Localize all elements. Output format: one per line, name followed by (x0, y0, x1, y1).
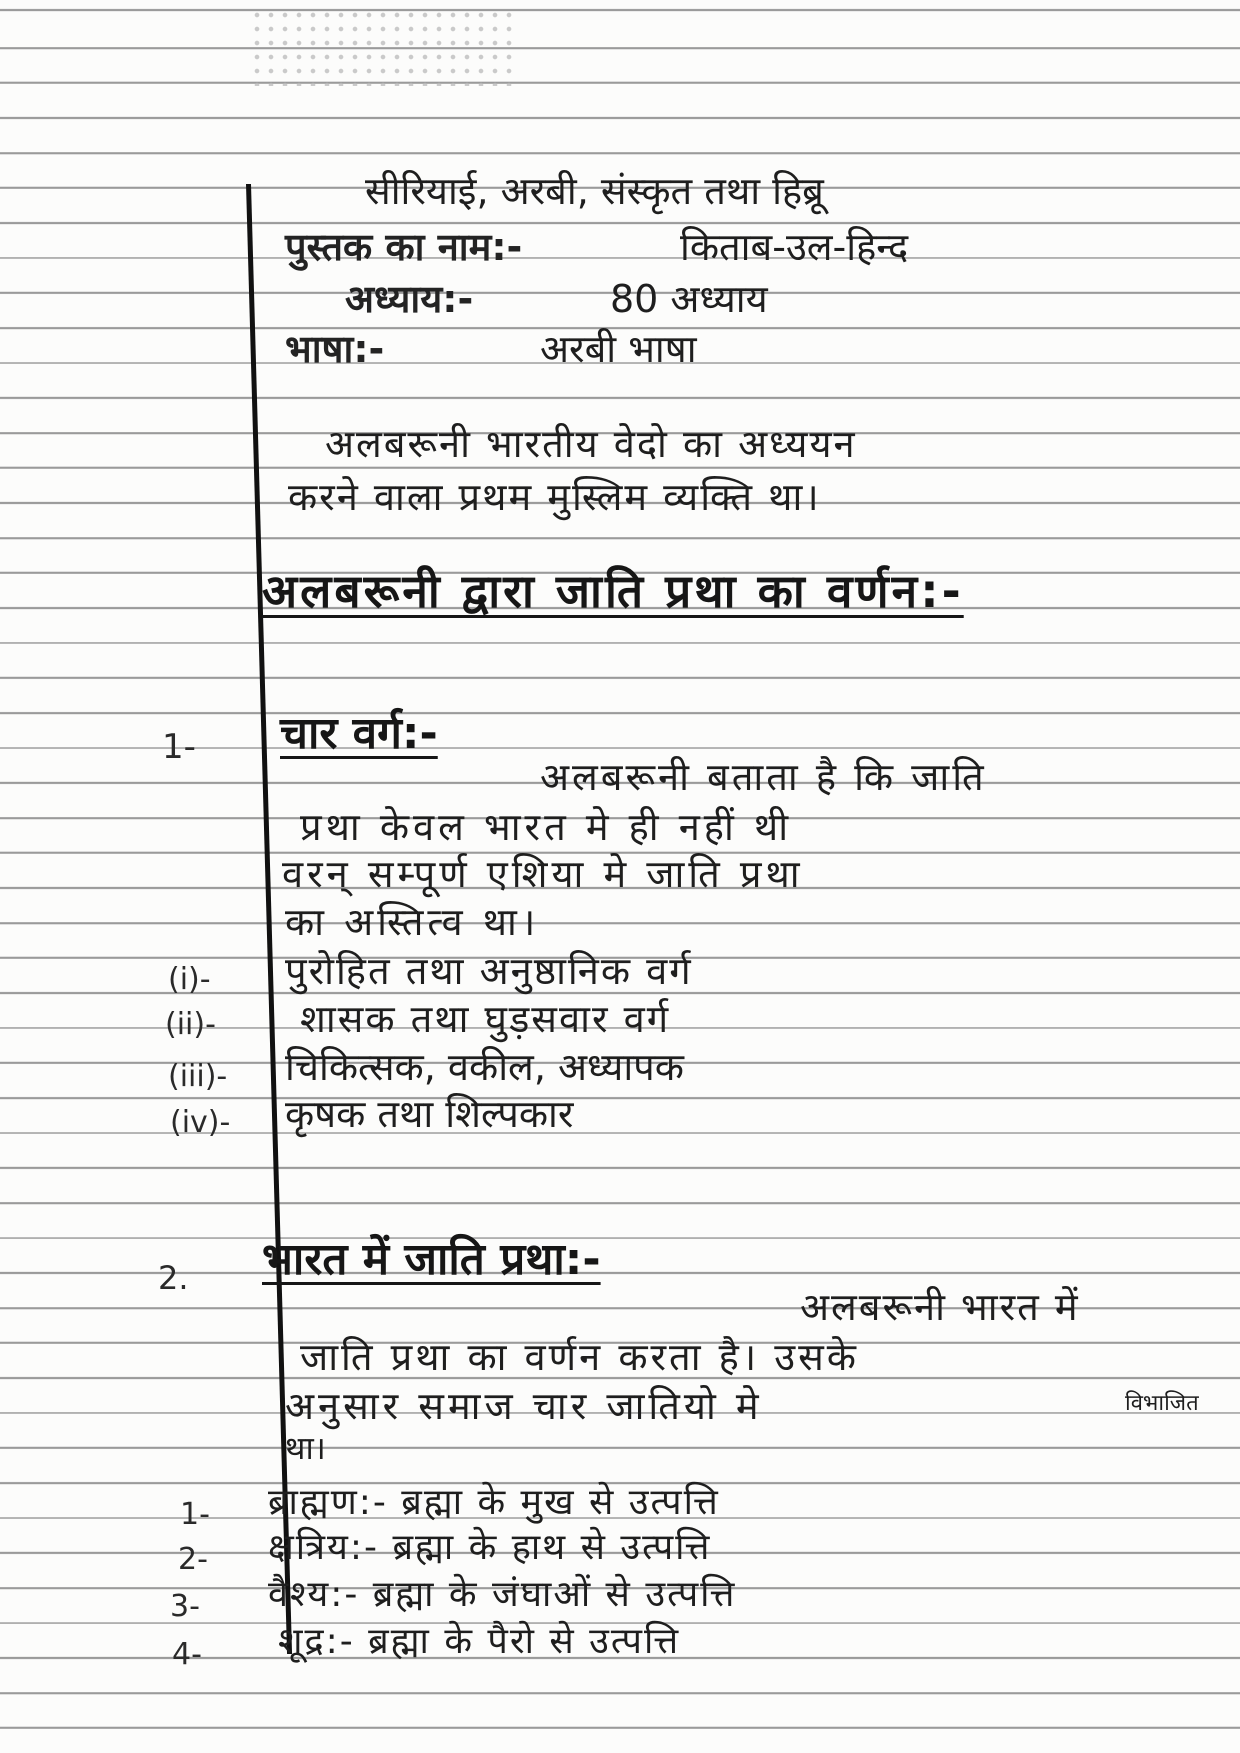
section2-item-3-number: 3- (170, 1589, 200, 1624)
section1-line-1: अलबरूनी बताता है कि जाति (540, 755, 987, 799)
section2-heading: भारत में जाति प्रथा:- (262, 1234, 601, 1285)
section2-item-1-number: 1- (180, 1497, 210, 1532)
section2-item-3-text: वैश्य:- ब्रह्मा के जंघाओं से उत्पत्ति (268, 1574, 737, 1615)
language-label: भाषा:- (285, 327, 385, 371)
chapters-label: अध्याय:- (345, 277, 474, 321)
book-title: किताब-उल-हिन्द (680, 225, 909, 269)
section2-item-4-number: 4- (172, 1637, 202, 1672)
section2-line-3-end: विभाजित (1125, 1391, 1199, 1416)
section1-item-2-text: शासक तथा घुड़सवार वर्ग (300, 997, 671, 1041)
punch-holes (250, 8, 520, 86)
section2-line-4: था। (285, 1429, 326, 1467)
section2-item-2-text: क्षत्रिय:- ब्रह्मा के हाथ से उत्पत्ति (268, 1527, 712, 1568)
section1-item-3-text: चिकित्सक, वकील, अध्यापक (285, 1045, 684, 1089)
section1-item-1-number: (i)- (168, 962, 211, 997)
section2-item-1-text: ब्राह्मण:- ब्रह्मा के मुख से उत्पत्ति (268, 1482, 720, 1523)
section1-item-4-text: कृषक तथा शिल्पकार (285, 1092, 574, 1136)
main-heading: अलबरूनी द्वारा जाति प्रथा का वर्णन:- (262, 564, 964, 618)
section2-line-3: अनुसार समाज चार जातियो मे (285, 1384, 763, 1428)
section1-item-4-number: (iv)- (170, 1105, 231, 1140)
section2-number: 2. (158, 1259, 189, 1297)
section1-line-3: वरन् सम्पूर्ण एशिया मे जाति प्रथा (282, 852, 804, 896)
note-line-2: करने वाला प्रथम मुस्लिम व्यक्ति था। (288, 475, 821, 519)
section2-item-4-text: शूद्र:- ब्रह्मा के पैरो से उत्पत्ति (278, 1621, 681, 1662)
chapters-count: 80 अध्याय (610, 277, 768, 321)
section1-number: 1- (162, 727, 196, 767)
section1-item-3-number: (iii)- (168, 1059, 228, 1094)
section2-line-2: जाति प्रथा का वर्णन करता है। उसके (300, 1335, 859, 1379)
section2-item-2-number: 2- (178, 1542, 208, 1577)
languages-line: सीरियाई, अरबी, संस्कृत तथा हिब्रू (365, 169, 824, 213)
section1-heading: चार वर्ग:- (280, 708, 438, 759)
note-line-1: अलबरूनी भारतीय वेदो का अध्ययन (325, 422, 857, 466)
section1-item-2-number: (ii)- (165, 1007, 216, 1042)
section1-line-2: प्रथा केवल भारत मे ही नहीं थी (300, 805, 793, 849)
section1-line-4: का अस्तित्व था। (285, 900, 540, 944)
section2-line-1: अलबरूनी भारत में (800, 1285, 1080, 1329)
language-value: अरबी भाषा (540, 327, 697, 371)
book-label: पुस्तक का नाम:- (285, 225, 523, 269)
section1-item-1-text: पुरोहित तथा अनुष्ठानिक वर्ग (285, 949, 693, 993)
